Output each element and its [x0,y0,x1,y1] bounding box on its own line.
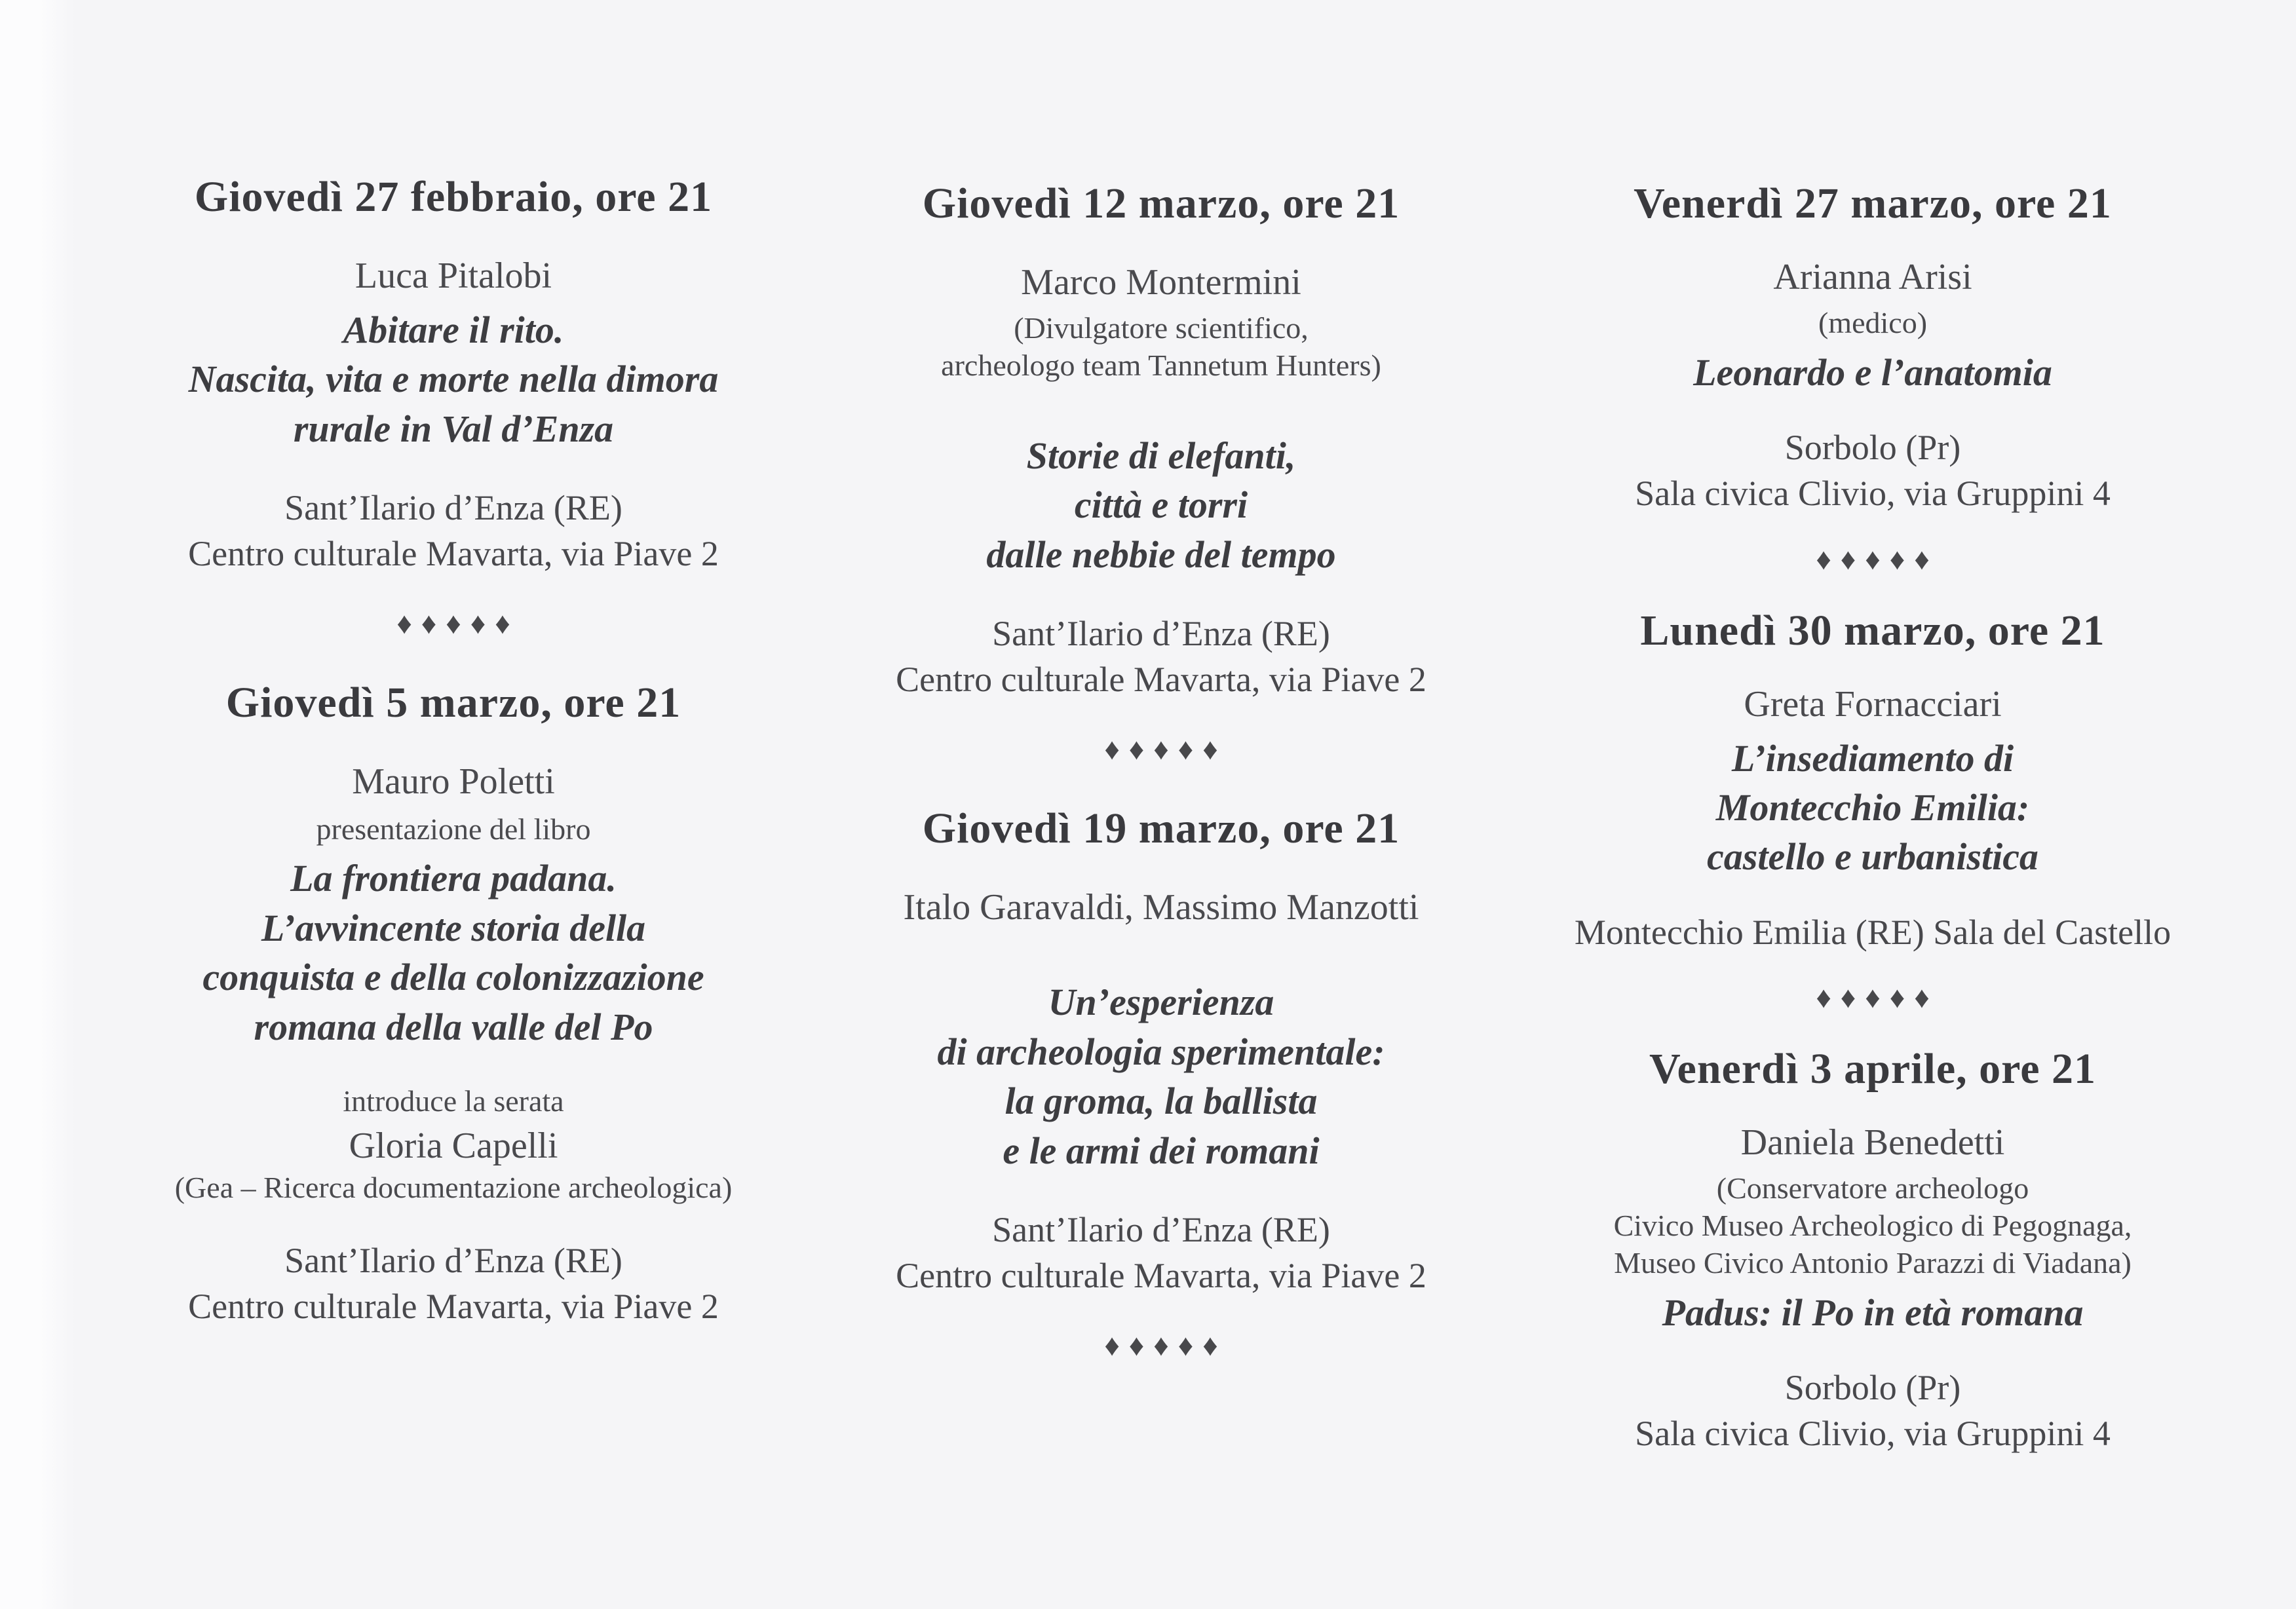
talk-title-line: conquista e della colonizzazione [202,956,704,999]
event-block [1519,178,2227,517]
speaker-affiliation-line: (medico) [1818,305,1928,339]
venue-line: Centro culturale Mavarta, via Piave 2 [896,660,1426,700]
event-date: Venerdì 27 marzo, ore 21 [1634,180,2112,227]
venue-line: Sant’Ilario d’Enza (RE) [992,614,1330,654]
speaker-name: Luca Pitalobi [354,255,552,296]
talk-title [1519,348,2227,397]
talk-title-line: rurale in Val d’Enza [293,407,614,450]
talk-title-line: romana della valle del Po [254,1005,653,1048]
talk-title [807,977,1515,1175]
talk-title [1519,734,2227,882]
talk-title-line: Leonardo e l’anatomia [1693,350,2052,394]
talk-title [807,431,1515,579]
event-block [100,677,807,1329]
venue-line: Montecchio Emilia (RE) Sala del Castello [1574,912,2172,952]
venue [807,1207,1515,1298]
speaker-note: presentazione del libro [316,812,591,846]
diamond-separator: ♦♦♦♦♦ [396,607,520,641]
venue [1519,909,2227,955]
venue-line: Sant’Ilario d’Enza (RE) [284,488,622,528]
event-block [1519,1044,2227,1457]
event-block [807,178,1515,702]
talk-title [100,305,807,453]
event-block [1519,605,2227,955]
speaker-name: Italo Garavaldi, Massimo Manzotti [903,887,1419,928]
speaker-affiliation-line: archeologo team Tannetum Hunters) [941,348,1381,382]
diamond-separator: ♦♦♦♦♦ [1816,542,1939,576]
intro-note: introduce la serata [343,1084,564,1118]
venue-line: Sala civica Clivio, via Gruppini 4 [1635,1414,2111,1454]
venue-line: Sorbolo (Pr) [1784,428,1961,468]
venue [1519,425,2227,516]
talk-title-line: Montecchio Emilia: [1715,786,2030,829]
talk-title-line: Abitare il rito. [343,308,564,351]
speaker-affiliation [1519,1169,2227,1281]
program-column-center [807,0,1515,1363]
talk-title-line: la groma, la ballista [1004,1080,1318,1123]
speaker-affiliation-line: Museo Civico Antonio Parazzi di Viadana) [1614,1245,2132,1279]
event-date: Giovedì 19 marzo, ore 21 [922,804,1400,853]
talk-title-line: Padus: il Po in età romana [1662,1291,2084,1334]
speaker-name: Mauro Poletti [352,761,555,803]
venue-line: Sant’Ilario d’Enza (RE) [284,1241,622,1281]
speaker-affiliation [1519,304,2227,341]
event-block [807,803,1515,1298]
program-column-right [1519,0,2227,1457]
talk-title-line: di archeologia sperimentale: [937,1030,1385,1073]
talk-title-line: Storie di elefanti, [1026,434,1296,477]
event-date: Giovedì 27 febbraio, ore 21 [194,173,713,221]
talk-title-line: L’avvincente storia della [261,906,646,949]
venue [100,485,807,577]
venue-line: Centro culturale Mavarta, via Piave 2 [896,1256,1426,1296]
venue [1519,1365,2227,1456]
event-date: Lunedì 30 marzo, ore 21 [1640,606,2105,654]
diamond-separator: ♦♦♦♦♦ [1104,732,1227,767]
talk-title-line: città e torri [1074,483,1248,527]
introducer [100,1083,807,1206]
talk-title-line: La frontiera padana. [290,857,617,900]
event-date: Venerdì 3 aprile, ore 21 [1649,1044,2097,1093]
talk-title-line: castello e urbanistica [1707,835,2038,879]
event-block [100,172,807,577]
speaker-name: Marco Montermini [1021,261,1301,303]
talk-title-line: Un’esperienza [1048,981,1274,1024]
venue-line: Sala civica Clivio, via Gruppini 4 [1635,474,2111,514]
speaker-affiliation-line: Civico Museo Archeologico di Pegognaga, [1613,1208,2132,1242]
talk-title-line: Nascita, vita e morte nella dimora [188,358,719,401]
speaker-name: Arianna Arisi [1773,256,1972,297]
intro-affiliation: (Gea – Ricerca documentazione archeologica) [174,1171,733,1205]
venue [100,1238,807,1329]
talk-title-line: L’insediamento di [1731,736,2014,780]
intro-speaker-name: Gloria Capelli [349,1126,558,1167]
talk-title [1519,1288,2227,1337]
speaker-name: Daniela Benedetti [1740,1122,2005,1163]
speaker-affiliation-line: (Conservatore archeologo [1716,1171,2029,1205]
speaker-affiliation-line: (Divulgatore scientifico, [1014,311,1309,345]
venue-line: Centro culturale Mavarta, via Piave 2 [188,534,719,574]
talk-title [100,854,807,1051]
program-column-left [100,0,807,1330]
venue [807,611,1515,702]
speaker-name: Greta Fornacciari [1744,683,2002,725]
diamond-separator: ♦♦♦♦♦ [1816,980,1939,1014]
event-date: Giovedì 12 marzo, ore 21 [922,180,1400,227]
venue-line: Centro culturale Mavarta, via Piave 2 [188,1287,719,1327]
diamond-separator: ♦♦♦♦♦ [1104,1329,1227,1363]
venue-line: Sant’Ilario d’Enza (RE) [992,1209,1330,1249]
talk-title-line: e le armi dei romani [1003,1129,1320,1172]
event-date: Giovedì 5 marzo, ore 21 [225,679,681,727]
speaker-affiliation [807,309,1515,384]
talk-title-line: dalle nebbie del tempo [986,533,1336,576]
venue-line: Sorbolo (Pr) [1784,1368,1961,1408]
